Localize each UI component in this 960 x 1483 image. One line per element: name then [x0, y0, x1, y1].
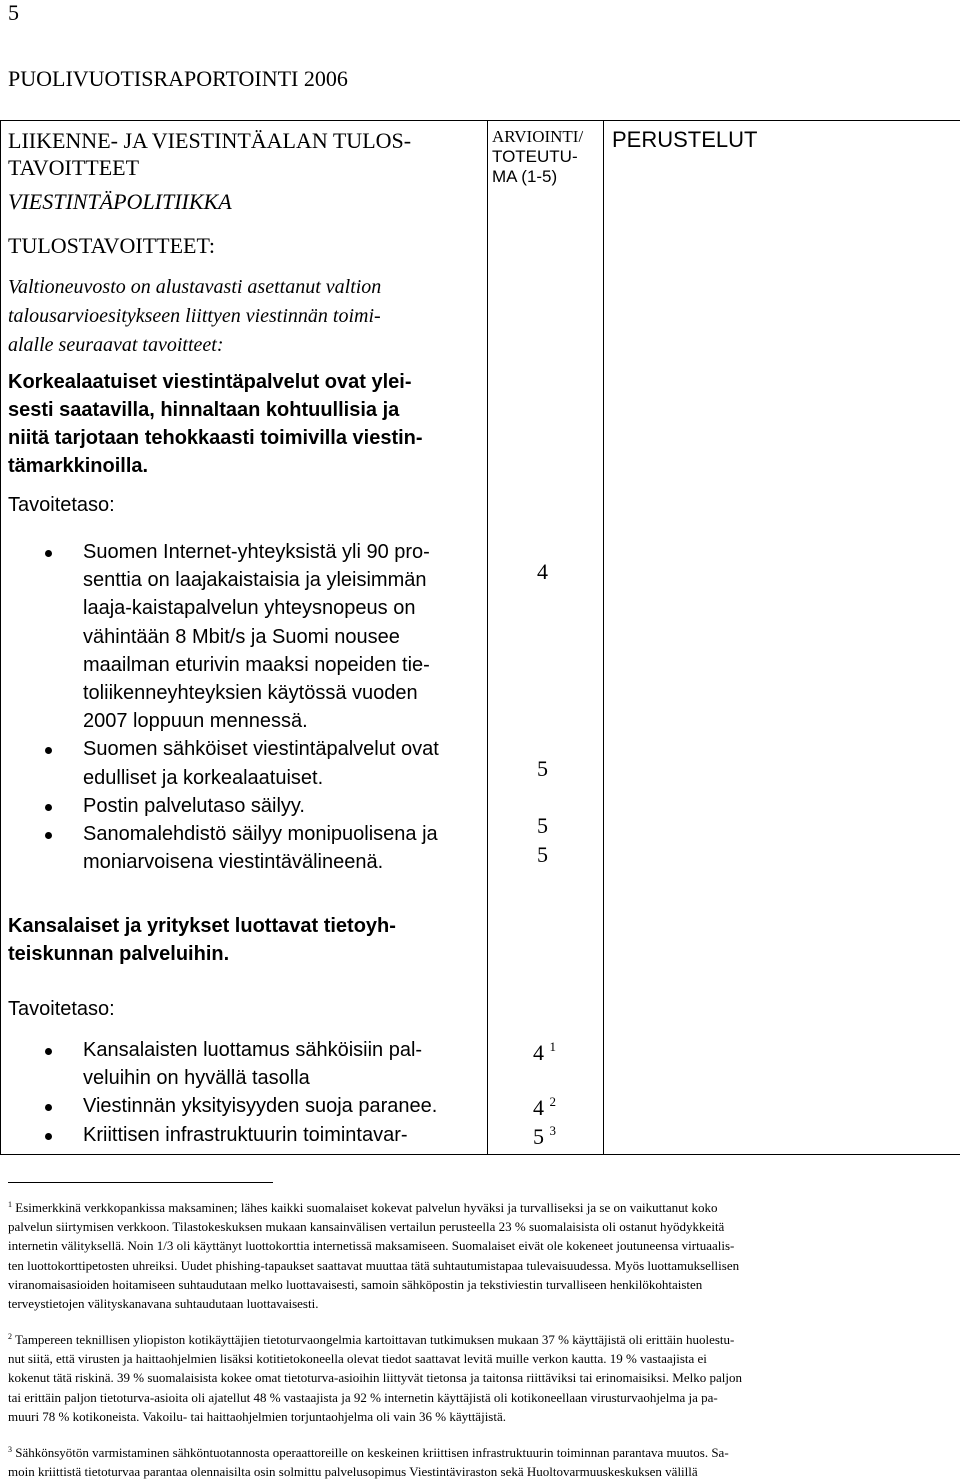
score-value: 4 — [533, 1040, 544, 1065]
footnote-line: internetin välityksellä. Noin 1/3 oli käyttänyt luottokorttia internetissä maksamiseen. Suomalaiset eivät ole kokeneet joutuneensa virtuaalis- — [8, 1238, 735, 1254]
footnote-1 — [8, 1198, 953, 1313]
bullet-line: Kansalaisten luottamus sähköisiin pal- — [83, 1039, 423, 1061]
bullet-item — [40, 1121, 485, 1149]
goal-1-line: niitä tarjotaan tehokkaasti toimivilla viestin- — [8, 427, 423, 449]
bullet-line: Suomen sähköiset viestintäpalvelut ovat — [83, 738, 439, 761]
goal-2-bullets — [40, 1036, 485, 1149]
footnote-separator — [8, 1182, 273, 1183]
goal-1-line: tämarkkinoilla. — [8, 455, 149, 477]
page-number: 5 — [8, 0, 19, 25]
bullet-item — [40, 820, 485, 876]
goal-1-heading — [8, 368, 483, 480]
bullet-dot — [45, 1133, 52, 1140]
score-4: 5 — [537, 842, 548, 867]
goal-1-bullets — [40, 538, 485, 876]
goal-2-line: Kansalaiset ja yritykset luottavat tietoyh- — [8, 915, 396, 937]
bullet-dot — [45, 1048, 52, 1055]
goal-1-line: sesti saatavilla, hinnaltaan kohtuullisia ja — [8, 399, 400, 421]
goal-1-line: Korkealaatuiset viestintäpalvelut ovat ylei- — [8, 371, 412, 393]
footnote-line — [8, 1198, 953, 1217]
bullet-line: Kriittisen infrastruktuurin toimintavar- — [83, 1123, 408, 1146]
score-2: 5 — [537, 756, 548, 781]
footnote-line: palvelun siirtymisen verkkoon. Tilastokeskuksen mukaan kansainvälisen vertailun perusteella 23 % suomalaisista oli ostanut hyödykkeitä — [8, 1219, 725, 1235]
bullet-dot — [45, 804, 52, 811]
bullet-line: senttia on laajakaistaisia ja yleisimmän — [83, 569, 427, 592]
score-1: 4 — [537, 559, 548, 584]
footnote-line: viranomaisasioiden hoitamiseen suhtaudutaan melko luottavaisesti, samoin sähköpostin ja tekstiviestin turvalliseen henkilökohtaisten — [8, 1276, 703, 1292]
bullet-line: veluihin on hyvällä tasolla — [83, 1067, 310, 1090]
footnote-line: kokenut tätä riskinä. 39 % suomalaisista kokee omat tietoturva-asioihin liittyvät tietonsa ja taitonsa riittäviksi tai erinomaisiksi. Melko paljon — [8, 1370, 742, 1386]
bullet-line: laaja-kaistapalvelun yhteysnopeus on — [83, 597, 416, 620]
goal-2-line: teiskunnan palveluihin. — [8, 943, 230, 965]
footnote-ref[interactable]: 2 — [549, 1094, 556, 1109]
bullet-line: toliikenneyhteyksien käytössä vuoden — [83, 682, 418, 705]
target-level-label-2: Tavoitetaso: — [8, 998, 115, 1020]
bullet-line: Suomen Internet-yhteyksistä yli 90 pro- — [83, 541, 430, 563]
footnote-2 — [8, 1330, 953, 1426]
footnote-ref[interactable]: 1 — [549, 1039, 556, 1054]
target-level-label-1: Tavoitetaso: — [8, 494, 115, 516]
footnote-line — [8, 1330, 953, 1349]
bullet-line: Sanomalehdistö säilyy monipuolisena ja — [83, 823, 438, 846]
bullet-line: edulliset ja korkealaatuiset. — [83, 766, 324, 789]
footnote-line: ten luottokorttipetosten uhreiksi. Uudet phishing-tapaukset saattavat muuttaa tätä suhtautumistapaa tulevaisuudessa. Myös luottamuksellisen — [8, 1257, 740, 1273]
header-rating-line: ARVIOINTI/ — [492, 127, 584, 146]
footnote-line: nut siitä, että virusten ja haittaohjelmien lisäksi kotitietokoneella olevat tiedot saattavat levitä muille verkon kautta. 19 % vastaajista ei — [8, 1351, 707, 1367]
header-goals-line: LIIKENNE- JA VIESTINTÄALAN TULOS- — [8, 128, 412, 153]
report-title: PUOLIVUOTISRAPORTOINTI 2006 — [8, 66, 348, 91]
bullet-line: Viestinnän yksityisyyden suoja paranee. — [83, 1095, 438, 1118]
header-rating — [492, 127, 583, 187]
rating-column — [488, 121, 604, 1155]
score-5 — [533, 1040, 556, 1066]
footnote-number: 2 — [8, 1332, 12, 1341]
bullet-item — [40, 1092, 485, 1120]
intro-line: alalle seuraavat tavoitteet: — [8, 334, 224, 356]
footnote-text: Esimerkkinä verkkopankissa maksaminen; lähes kaikki suomalaiset kokevat palvelun hyväksi ja turvalliseksi ja se on vaikuttanut koko — [15, 1200, 718, 1215]
bullet-dot — [45, 832, 52, 839]
bullet-dot — [45, 550, 52, 557]
goal-2-heading — [8, 912, 483, 968]
footnote-line: moin kriittistä tietoturvaa parantaa olennaisilta osin solmittu palvelusopimus Viestintäviraston sekä Huoltovarmuuskeskuksen välillä — [8, 1464, 698, 1480]
bullet-line: Postin palvelutaso säilyy. — [83, 794, 305, 817]
intro-line: talousarvioesitykseen liittyen viestinnän toimi- — [8, 305, 381, 327]
intro-line: Valtioneuvosto on alustavasti asettanut valtion — [8, 276, 382, 298]
header-goals-line: TAVOITTEET — [8, 155, 140, 180]
header-goals — [8, 127, 411, 181]
header-rating-line: TOTEUTU- — [492, 147, 578, 166]
bullet-line: moniarvoisena viestintävälineenä. — [83, 851, 384, 874]
bullet-item — [40, 538, 485, 735]
results-heading: TULOSTAVOITTEET: — [8, 233, 215, 258]
footnote-ref[interactable]: 3 — [549, 1123, 556, 1138]
score-6 — [533, 1095, 556, 1121]
bullet-line: vähintään 8 Mbit/s ja Suomi nousee — [83, 625, 400, 648]
bullet-line: maailman eturivin maaksi nopeiden tie- — [83, 653, 430, 676]
score-3: 5 — [537, 813, 548, 838]
section-title: VIESTINTÄPOLITIIKKA — [8, 189, 232, 214]
bullet-line: 2007 loppuun mennessä. — [83, 710, 308, 733]
header-justification: PERUSTELUT — [612, 127, 758, 152]
footnote-line: terveystietojen välityskanavana suhtaudutaan luottavaisesti. — [8, 1296, 319, 1312]
justification-column — [604, 121, 960, 1155]
score-7 — [533, 1124, 556, 1150]
footnote-line — [8, 1443, 953, 1462]
footnote-3 — [8, 1443, 953, 1481]
footnote-text: Tampereen teknillisen yliopiston kotikäyttäjien tietoturvaongelmia kartoittavan tutkimuksen mukaan 37 % käyttäjistä oli erittäin huolestu- — [15, 1332, 735, 1347]
header-rating-line: MA (1-5) — [492, 167, 558, 186]
bullet-dot — [45, 747, 52, 754]
footnote-line: tai erittäin paljon tietoturva-asioita oli ajatellut 48 % vastaajista ja 92 % internetin käyttäjistä oli kotikoneellaan virusturvaohjelma ja pa- — [8, 1389, 718, 1405]
footnote-number: 3 — [8, 1445, 12, 1454]
bullet-dot — [45, 1104, 52, 1111]
footnote-text: Sähkönsyötön varmistaminen sähköntuotannosta operaattoreille on keskeinen kriittisen infrastruktuurin toiminnan parantava muutos. Sa- — [15, 1445, 729, 1460]
score-value: 4 — [533, 1095, 544, 1120]
bullet-item — [40, 792, 485, 820]
footnote-line: muuri 78 % kotikoneista. Vakoilu- tai haittaohjelmien torjuntaohjelma oli vain 36 % käyttäjistä. — [8, 1408, 506, 1424]
bullet-item — [40, 1036, 485, 1092]
footnote-number: 1 — [8, 1200, 12, 1209]
intro-text — [8, 273, 478, 360]
score-value: 5 — [533, 1124, 544, 1149]
bullet-item — [40, 735, 485, 791]
